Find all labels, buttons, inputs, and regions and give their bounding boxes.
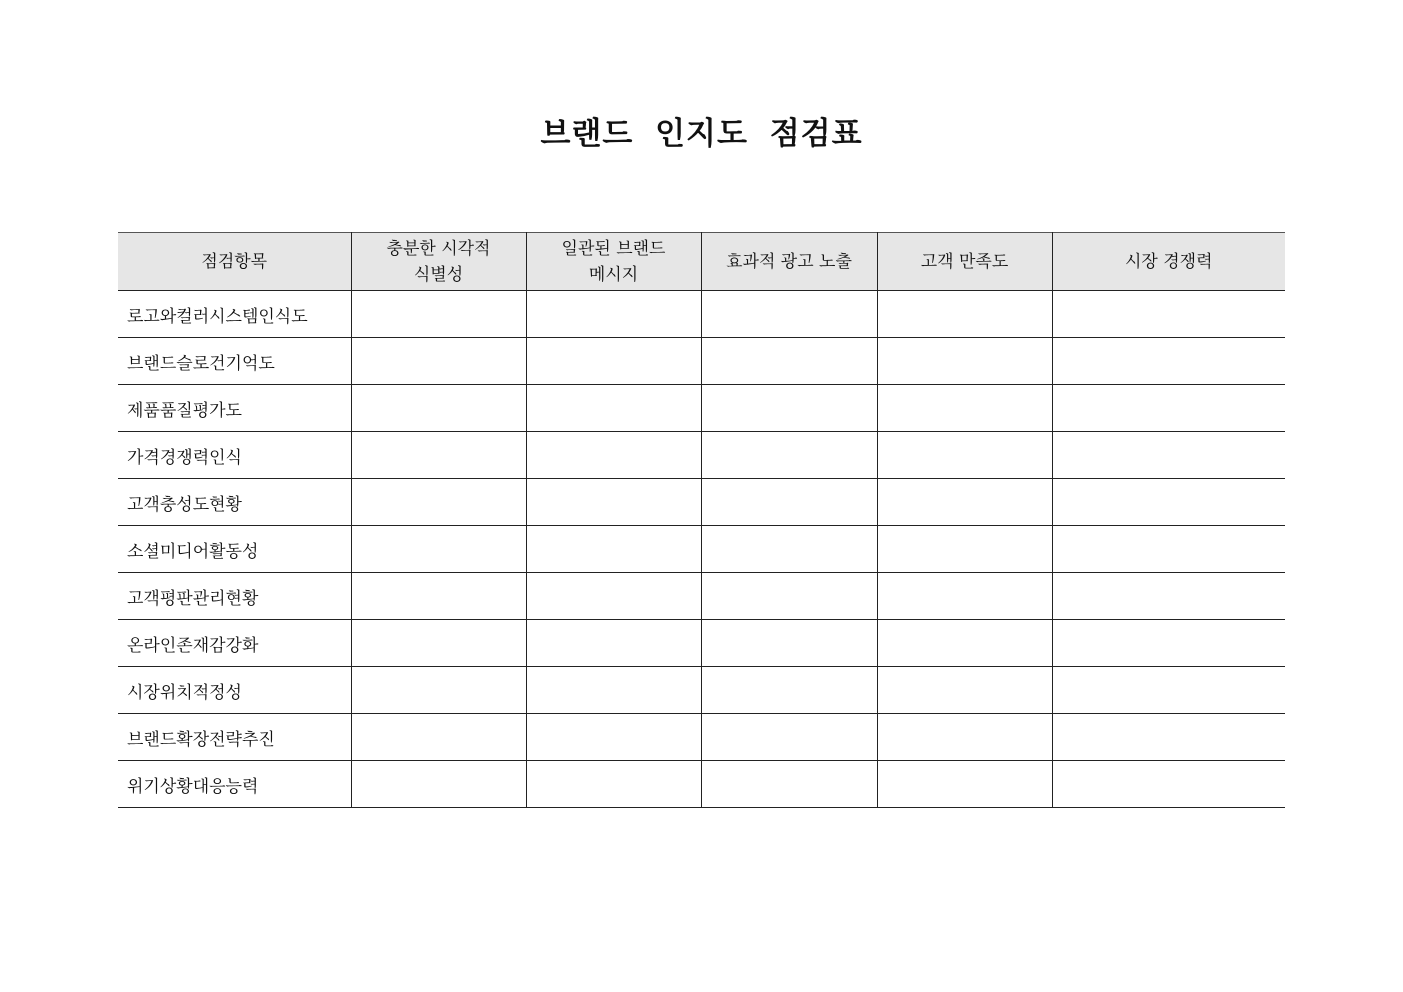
check-cell[interactable] — [701, 761, 877, 808]
table-row — [118, 526, 1285, 573]
check-cell[interactable] — [351, 479, 526, 526]
check-cell[interactable] — [351, 761, 526, 808]
check-cell[interactable] — [526, 479, 701, 526]
table-row — [118, 761, 1285, 808]
header-check-item: 점검항목 — [118, 233, 351, 291]
table-row — [118, 667, 1285, 714]
check-cell[interactable] — [1052, 479, 1285, 526]
row-label: 로고와컬러시스템인식도 — [118, 291, 351, 338]
check-cell[interactable] — [351, 573, 526, 620]
table-row — [118, 573, 1285, 620]
check-cell[interactable] — [1052, 432, 1285, 479]
check-cell[interactable] — [526, 291, 701, 338]
check-cell[interactable] — [1052, 573, 1285, 620]
checklist-table — [118, 232, 1285, 808]
check-cell[interactable] — [1052, 291, 1285, 338]
check-cell[interactable] — [526, 573, 701, 620]
page-title: 브랜드 인지도 점검표 — [540, 116, 863, 152]
header-row — [118, 233, 1285, 291]
row-label: 고객평판관리현황 — [118, 573, 351, 620]
check-cell[interactable] — [1052, 385, 1285, 432]
header-customer-satisfaction: 고객 만족도 — [877, 233, 1052, 291]
checklist-body — [118, 291, 1285, 808]
check-cell[interactable] — [1052, 761, 1285, 808]
header-ad-exposure: 효과적 광고 노출 — [701, 233, 877, 291]
check-cell[interactable] — [701, 573, 877, 620]
check-cell[interactable] — [1052, 714, 1285, 761]
table-row — [118, 385, 1285, 432]
check-cell[interactable] — [877, 573, 1052, 620]
check-cell[interactable] — [526, 338, 701, 385]
check-cell[interactable] — [351, 667, 526, 714]
check-cell[interactable] — [877, 385, 1052, 432]
check-cell[interactable] — [877, 761, 1052, 808]
row-label: 위기상황대응능력 — [118, 761, 351, 808]
check-cell[interactable] — [701, 338, 877, 385]
row-label: 온라인존재감강화 — [118, 620, 351, 667]
check-cell[interactable] — [1052, 620, 1285, 667]
row-label: 브랜드슬로건기억도 — [118, 338, 351, 385]
check-cell[interactable] — [526, 667, 701, 714]
check-cell[interactable] — [526, 620, 701, 667]
check-cell[interactable] — [877, 291, 1052, 338]
check-cell[interactable] — [351, 338, 526, 385]
check-cell[interactable] — [701, 385, 877, 432]
check-cell[interactable] — [877, 479, 1052, 526]
check-cell[interactable] — [351, 526, 526, 573]
row-label: 소셜미디어활동성 — [118, 526, 351, 573]
row-label: 시장위치적정성 — [118, 667, 351, 714]
check-cell[interactable] — [526, 526, 701, 573]
header-visual-identity: 충분한 시각적 식별성 — [351, 233, 526, 291]
check-cell[interactable] — [701, 714, 877, 761]
check-cell[interactable] — [877, 432, 1052, 479]
table-row — [118, 714, 1285, 761]
check-cell[interactable] — [701, 667, 877, 714]
check-cell[interactable] — [351, 620, 526, 667]
check-cell[interactable] — [701, 479, 877, 526]
check-cell[interactable] — [526, 761, 701, 808]
check-cell[interactable] — [351, 385, 526, 432]
table-row — [118, 620, 1285, 667]
check-cell[interactable] — [526, 385, 701, 432]
table-row — [118, 338, 1285, 385]
check-cell[interactable] — [877, 526, 1052, 573]
check-cell[interactable] — [351, 714, 526, 761]
check-cell[interactable] — [701, 291, 877, 338]
table-row — [118, 432, 1285, 479]
table-row — [118, 479, 1285, 526]
check-cell[interactable] — [526, 432, 701, 479]
check-cell[interactable] — [877, 714, 1052, 761]
row-label: 고객충성도현황 — [118, 479, 351, 526]
check-cell[interactable] — [351, 432, 526, 479]
header-market-competitiveness: 시장 경쟁력 — [1052, 233, 1285, 291]
check-cell[interactable] — [701, 432, 877, 479]
header-brand-message: 일관된 브랜드 메시지 — [526, 233, 701, 291]
check-cell[interactable] — [877, 667, 1052, 714]
table-row — [118, 291, 1285, 338]
row-label: 제품품질평가도 — [118, 385, 351, 432]
check-cell[interactable] — [1052, 338, 1285, 385]
check-cell[interactable] — [877, 620, 1052, 667]
check-cell[interactable] — [526, 714, 701, 761]
check-cell[interactable] — [351, 291, 526, 338]
check-cell[interactable] — [1052, 667, 1285, 714]
check-cell[interactable] — [1052, 526, 1285, 573]
check-cell[interactable] — [701, 526, 877, 573]
row-label: 가격경쟁력인식 — [118, 432, 351, 479]
check-cell[interactable] — [701, 620, 877, 667]
check-cell[interactable] — [877, 338, 1052, 385]
row-label: 브랜드확장전략추진 — [118, 714, 351, 761]
